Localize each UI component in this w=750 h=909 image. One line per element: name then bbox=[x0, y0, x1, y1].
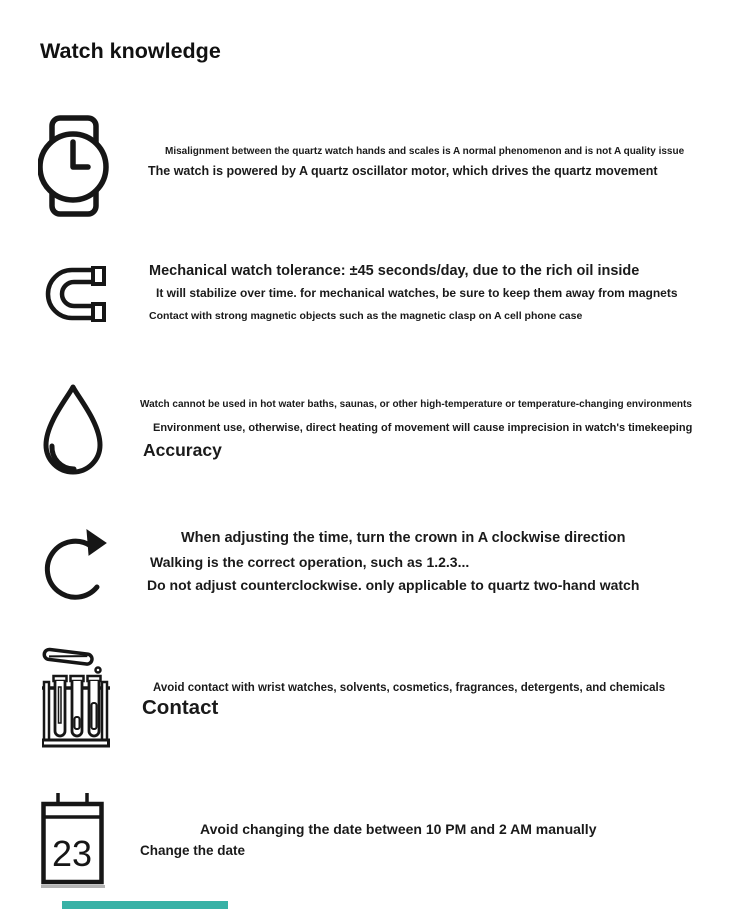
note-line: When adjusting the time, turn the crown in A clockwise direction bbox=[181, 530, 626, 546]
calendar-shadow bbox=[41, 885, 105, 888]
note-line: Change the date bbox=[140, 843, 246, 858]
calendar-icon bbox=[41, 790, 104, 886]
note-line: Environment use, otherwise, direct heating of movement will cause imprecision in watch's timekeeping bbox=[153, 422, 693, 434]
magnet-icon bbox=[42, 266, 106, 322]
note-line: It will stabilize over time. for mechanical watches, be sure to keep them away from magnets bbox=[156, 286, 678, 300]
note-line: Contact with strong magnetic objects such as the magnetic clasp on A cell phone case bbox=[149, 310, 583, 322]
note-line: Misalignment between the quartz watch hands and scales is A normal phenomenon and is not A quality issue bbox=[165, 146, 685, 157]
note-line: Do not adjust counterclockwise. only applicable to quartz two-hand watch bbox=[147, 577, 640, 593]
section-heading: Accuracy bbox=[143, 440, 222, 460]
page-title: Watch knowledge bbox=[40, 39, 221, 63]
water-drop-icon bbox=[40, 383, 106, 481]
clockwise-arrow-icon bbox=[42, 524, 108, 612]
watch-icon bbox=[38, 112, 110, 218]
calendar-day: 23 bbox=[51, 833, 93, 874]
note-line: Avoid changing the date between 10 PM and 2 AM manually bbox=[200, 821, 597, 837]
note-line: Walking is the correct operation, such as 1.2.3... bbox=[150, 554, 470, 570]
note-line: The watch is powered by A quartz oscillator motor, which drives the quartz movement bbox=[148, 164, 658, 178]
note-line: Avoid contact with wrist watches, solvents, cosmetics, fragrances, detergents, and chemicals bbox=[153, 682, 666, 694]
accent-bar bbox=[62, 901, 228, 909]
test-tubes-icon bbox=[42, 646, 110, 748]
section-heading: Contact bbox=[142, 696, 219, 719]
note-line: Mechanical watch tolerance: ±45 seconds/day, due to the rich oil inside bbox=[149, 263, 640, 279]
note-line: Watch cannot be used in hot water baths, saunas, or other high-temperature or temperature-changing environments bbox=[140, 399, 692, 410]
